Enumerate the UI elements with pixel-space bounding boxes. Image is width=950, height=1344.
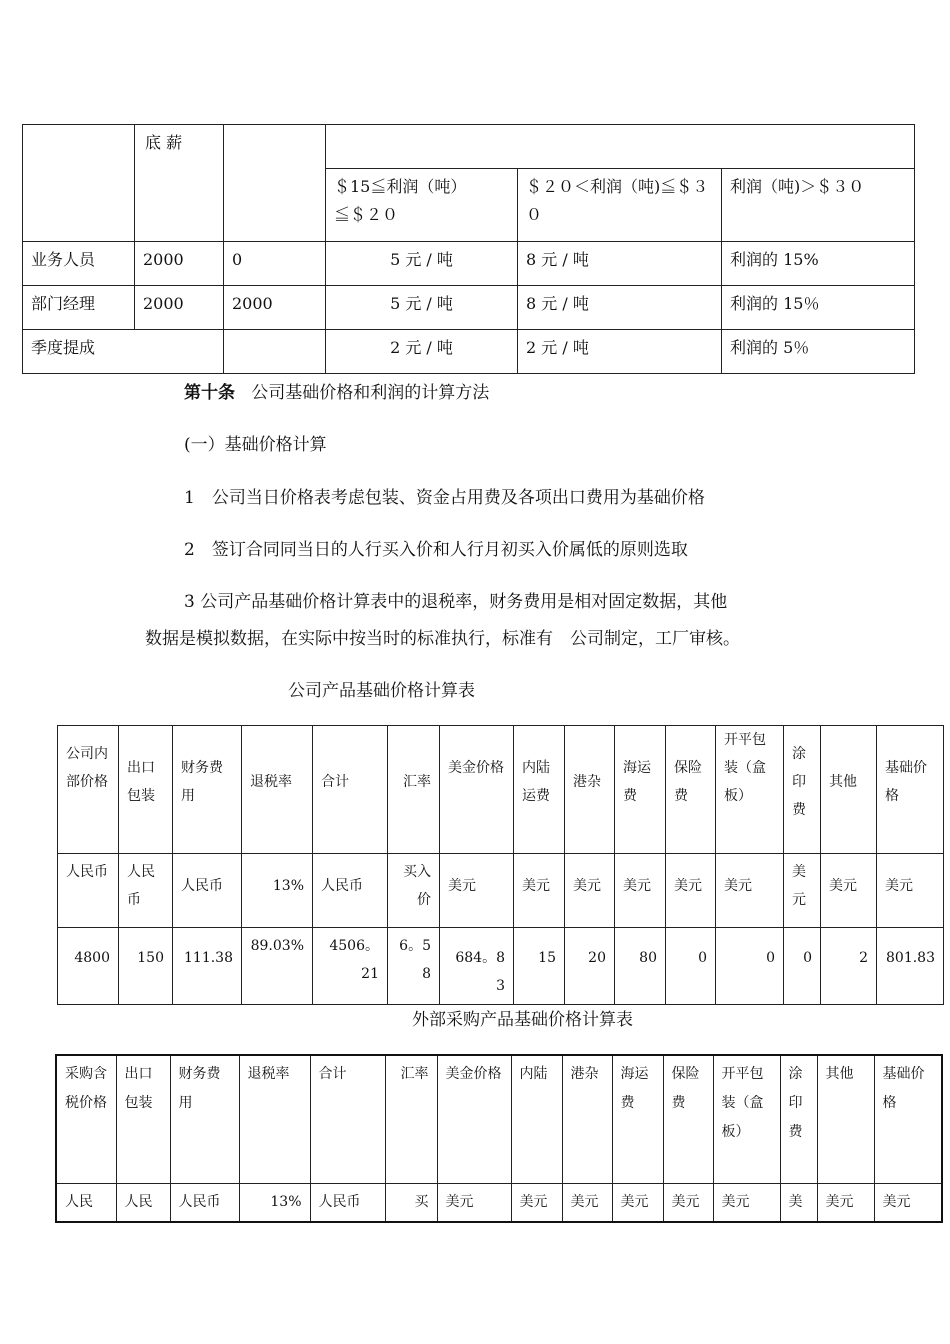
header-row — [56, 1055, 942, 1183]
role-cell: 部门经理 — [31, 294, 96, 313]
header-cell: 出口包装 — [127, 760, 155, 804]
header-tier1: ＄15≦利润（吨）≦＄２０ — [334, 177, 467, 224]
tier3-cell: 利润的 5％ — [730, 338, 810, 357]
header-cell: 汇率 — [403, 774, 431, 790]
unit-cell: 人民币 — [127, 864, 155, 908]
header-cell: 合计 — [321, 774, 349, 790]
company-table-caption: 公司产品基础价格计算表 — [288, 681, 475, 701]
tier1-cell: 5 元 / 吨 — [390, 294, 453, 313]
header-cell: 公司内部价格 — [66, 746, 108, 790]
header-cell: 海运费 — [620, 1066, 649, 1111]
value-cell: 0 — [766, 950, 775, 966]
value-cell: 0 — [803, 950, 812, 966]
extra-cell: 0 — [232, 250, 243, 269]
unit-cell: 人民币 — [66, 864, 108, 880]
section-heading: (一）基础价格计算 — [184, 435, 327, 455]
header-cell: 基础价格 — [885, 760, 927, 804]
header-cell: 合计 — [318, 1066, 347, 1082]
unit-cell: 人民币 — [318, 1193, 361, 1210]
value-cell: 89.03% — [250, 938, 304, 954]
header-cell: 涂印费 — [792, 746, 806, 818]
header-cell: 采购含税价格 — [65, 1066, 107, 1111]
value-cell: 111.38 — [184, 950, 233, 966]
unit-cell: 美元 — [825, 1193, 854, 1210]
unit-cell: 美元 — [573, 878, 601, 894]
extra-cell: 2000 — [232, 294, 273, 313]
unit-cell: 美元 — [522, 878, 550, 894]
header-cell: 退税率 — [250, 774, 292, 790]
tier2-cell: 2 元 / 吨 — [526, 338, 589, 357]
units-row — [58, 854, 944, 928]
header-commission-span — [326, 125, 915, 169]
unit-cell: 美元 — [671, 1193, 700, 1210]
table-row — [23, 330, 915, 374]
header-cell: 开平包装（盒板） — [721, 1066, 764, 1140]
header-cell: 港杂 — [570, 1066, 599, 1082]
paragraph-item-1: 1 公司当日价格表考虑包装、资金占用费及各项出口费用为基础价格 — [184, 488, 705, 508]
unit-cell: 人民 — [65, 1193, 93, 1210]
unit-cell: 美元 — [445, 1193, 474, 1210]
unit-cell: 美元 — [885, 878, 913, 894]
unit-cell: 美元 — [519, 1193, 548, 1210]
header-cell: 美金价格 — [448, 760, 504, 776]
table-row — [23, 242, 915, 286]
paragraph-item-2: 2 签订合同同当日的人行买入价和人行月初买入价属低的原则选取 — [184, 540, 688, 560]
role-cell: 业务人员 — [31, 250, 96, 269]
header-cell: 涂印费 — [788, 1066, 803, 1140]
tier3-cell: 利润的 15% — [730, 250, 819, 269]
value-cell: 2 — [859, 950, 868, 966]
unit-cell: 美元 — [792, 864, 806, 908]
commission-table — [22, 124, 915, 374]
table-row — [23, 286, 915, 330]
header-cell: 出口包装 — [124, 1066, 153, 1111]
unit-cell: 人民币 — [178, 1193, 221, 1210]
value-cell: 20 — [588, 950, 606, 966]
unit-cell: 美元 — [623, 878, 651, 894]
tier1-cell: 2 元 / 吨 — [390, 338, 453, 357]
article-number: 第十条 — [184, 383, 235, 403]
header-cell: 内陆运费 — [522, 760, 550, 804]
header-cell: 内陆 — [519, 1066, 548, 1082]
header-cell: 开平包装（盒板） — [724, 732, 766, 804]
article-heading — [184, 378, 489, 403]
header-cell: 其他 — [825, 1066, 854, 1082]
unit-cell: 美元 — [882, 1193, 911, 1210]
header-cell: 保险费 — [671, 1066, 700, 1111]
unit-cell: 13% — [272, 878, 304, 894]
header-cell: 保险费 — [674, 760, 702, 804]
header-cell: 海运费 — [623, 760, 651, 804]
paragraph-item-3-line2: 数据是模拟数据，在实际中按当时的标准执行，标准有 公司制定，工厂审核。 — [145, 629, 740, 649]
unit-cell: 美元 — [448, 878, 476, 894]
value-cell: 801.83 — [886, 950, 935, 966]
header-cell: 汇率 — [400, 1066, 429, 1082]
value-cell: 4506。21 — [329, 938, 379, 982]
company-price-table — [57, 725, 944, 1005]
header-cell: 财务费用 — [178, 1066, 221, 1111]
tier2-cell: 8 元 / 吨 — [526, 250, 589, 269]
unit-cell: 13% — [270, 1193, 302, 1210]
tier2-cell: 8 元 / 吨 — [526, 294, 589, 313]
header-base-salary: 底 薪 — [145, 133, 183, 152]
unit-cell: 人民 — [124, 1193, 153, 1210]
unit-cell: 美 — [788, 1193, 803, 1210]
tier3-cell: 利润的 15％ — [730, 294, 820, 313]
article-title: 公司基础价格和利润的计算方法 — [251, 383, 490, 403]
value-cell: 15 — [538, 950, 556, 966]
header-empty-extra — [224, 125, 326, 242]
value-cell: 6。58 — [399, 938, 431, 982]
paragraph-item-3-line1: 3 公司产品基础价格计算表中的退税率，财务费用是相对固定数据，其他 — [184, 592, 728, 612]
header-tier3: 利润（吨)＞＄３０ — [730, 177, 865, 196]
value-cell: 4800 — [74, 950, 110, 966]
unit-cell: 人民币 — [181, 878, 223, 894]
header-cell: 港杂 — [573, 774, 601, 790]
unit-cell: 人民币 — [321, 878, 363, 894]
base-cell: 2000 — [143, 294, 184, 313]
external-price-table — [55, 1054, 943, 1223]
external-table-caption: 外部采购产品基础价格计算表 — [412, 1010, 633, 1030]
header-cell: 美金价格 — [445, 1066, 502, 1082]
extra-cell — [224, 330, 325, 338]
unit-cell: 美元 — [829, 878, 857, 894]
header-cell: 退税率 — [247, 1066, 290, 1082]
unit-cell: 美元 — [674, 878, 702, 894]
unit-cell: 买入价 — [403, 864, 431, 908]
unit-cell: 美元 — [620, 1193, 649, 1210]
units-row — [56, 1183, 942, 1222]
header-cell: 基础价格 — [882, 1066, 925, 1111]
header-tier2: ＄２０＜利润（吨)≦＄３０ — [526, 177, 709, 224]
header-empty-role — [23, 125, 135, 242]
value-cell: 150 — [137, 950, 164, 966]
value-cell: 0 — [698, 950, 707, 966]
unit-cell: 美元 — [724, 878, 752, 894]
role-cell: 季度提成 — [31, 338, 96, 357]
base-cell: 2000 — [143, 250, 184, 269]
header-row — [58, 726, 944, 854]
unit-cell: 美元 — [721, 1193, 750, 1210]
header-cell: 财务费用 — [181, 760, 223, 804]
value-cell: 80 — [639, 950, 657, 966]
value-cell: 684。83 — [455, 950, 505, 994]
header-cell: 其他 — [829, 774, 857, 790]
tier1-cell: 5 元 / 吨 — [390, 250, 453, 269]
unit-cell: 美元 — [570, 1193, 599, 1210]
unit-cell: 买 — [414, 1193, 429, 1210]
values-row — [58, 928, 944, 1005]
